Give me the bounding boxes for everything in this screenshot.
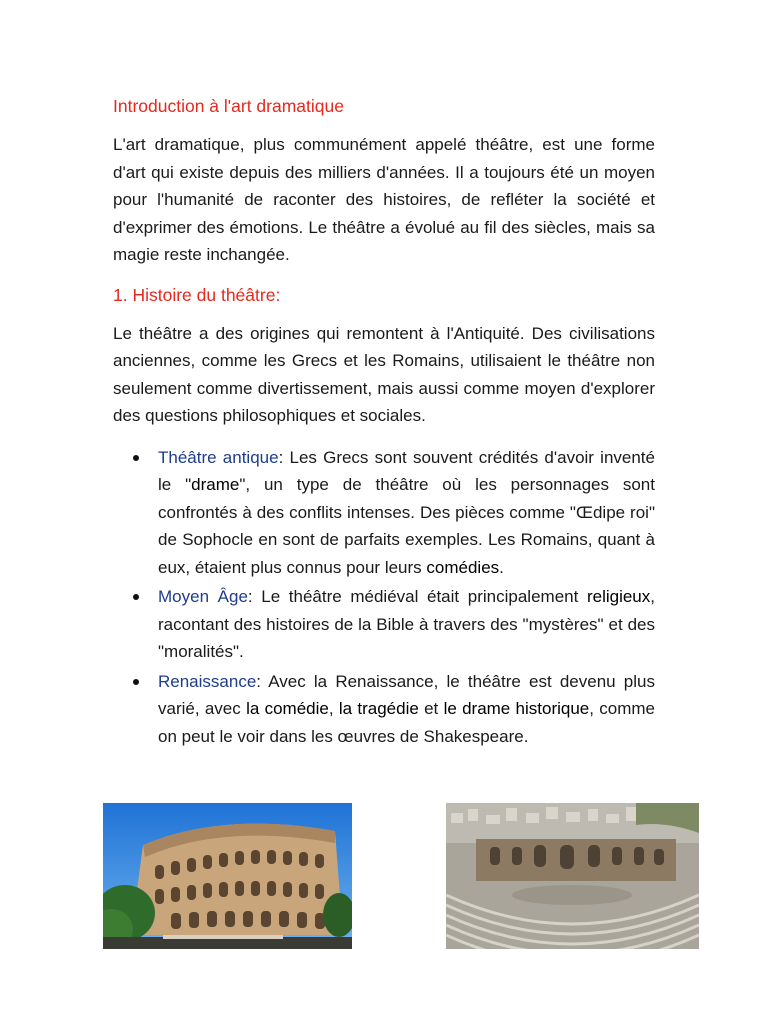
bullet-text: , <box>328 699 339 718</box>
bullet-icon <box>133 455 139 461</box>
bullet-text: , racontant des histoires de la Bible à travers des "mystères" et des "moralités". <box>158 587 655 661</box>
bullet-text: : Avec la Renaissance, le théâtre est devenu plus varié, avec <box>158 671 655 718</box>
bullet-text: ", un type de théâtre où les personnages sont confrontés à des conflits intenses. Des pièces comme "Œdipe roi" de Sophocle en sont de parfaits exemples. Les Romains, quant à eux, étaient plus connus pour leurs <box>158 475 655 577</box>
intro-paragraph: L'art dramatique, plus communément appelé théâtre, est une forme d'art qui existe depuis des milliers d'années. Il a toujours été un moyen pour l'humanité de raconter des histoires, de refléter la société et d'exprimer des émotions. Le théâtre a évolué au fil des siècles, mais sa magie reste inchangée. <box>113 135 655 264</box>
document-title: Introduction à l'art dramatique <box>113 96 344 116</box>
list-item-moyen-age <box>113 583 655 666</box>
keyword-drame-historique: le drame historique <box>443 699 590 718</box>
list-item-renaissance <box>113 668 655 751</box>
keyword-comedie: la comédie <box>246 699 329 718</box>
greek-theatre-image <box>446 803 699 949</box>
image-row <box>103 803 699 949</box>
keyword-religieux: religieux <box>586 587 651 606</box>
bullet-text: , comme on peut le voir dans les œuvres de Shakespeare. <box>158 699 656 746</box>
term-antique: Théâtre antique <box>158 447 279 467</box>
keyword-drame: drame <box>191 475 240 494</box>
bullet-icon <box>133 679 139 685</box>
bullet-text: . <box>499 557 504 577</box>
document-page <box>113 92 655 752</box>
term-moyen-age: Moyen Âge <box>158 587 248 606</box>
term-renaissance: Renaissance <box>158 671 257 691</box>
bullet-text: : Les Grecs sont souvent crédités d'avoir inventé le " <box>158 447 655 494</box>
keyword-comedies: comédies <box>426 557 500 577</box>
bullet-icon <box>133 594 139 600</box>
colosseum-image <box>103 803 352 949</box>
list-item-antique <box>113 444 655 582</box>
bullet-text: : Le théâtre médiéval était principalement <box>247 587 587 606</box>
keyword-tragedie: la tragédie <box>338 699 419 718</box>
history-bullet-list <box>113 444 655 751</box>
history-paragraph: Le théâtre a des origines qui remontent à l'Antiquité. Des civilisations anciennes, comme les Grecs et les Romains, utilisaient le théâtre non seulement comme divertissement, mais aussi comme moyen d'explorer des questions philosophiques et sociales. <box>113 323 655 425</box>
section-heading-history: 1. Histoire du théâtre: <box>113 284 281 305</box>
bullet-text: et <box>418 699 444 718</box>
